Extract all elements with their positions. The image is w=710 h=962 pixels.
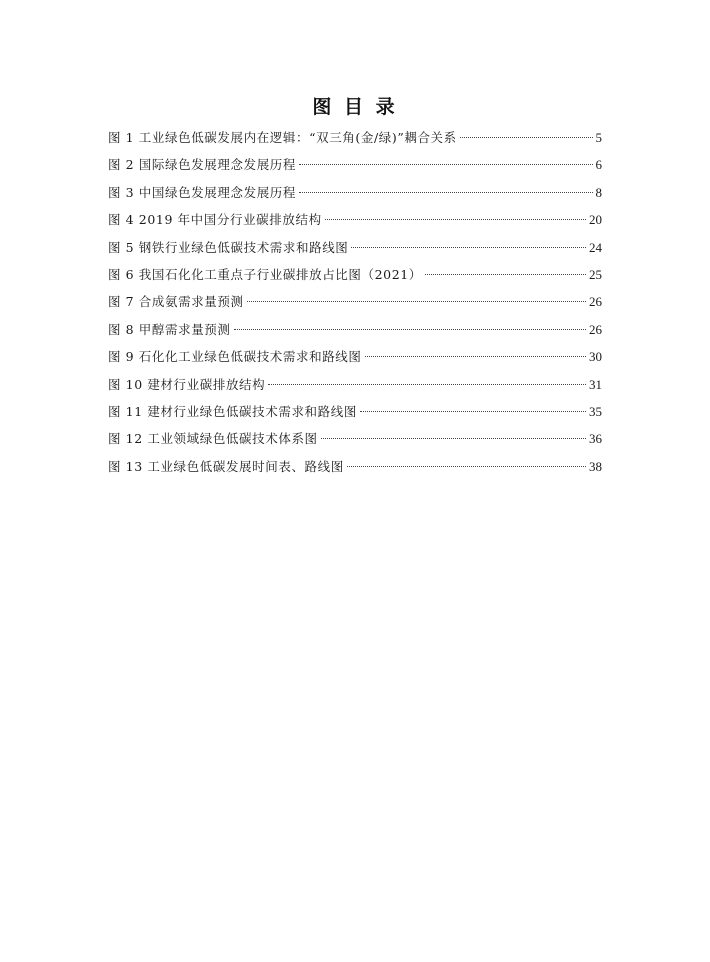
dot-leader — [360, 411, 586, 412]
entry-label: 图 6 我国石化化工重点子行业碳排放占比图（2021） — [108, 266, 422, 282]
toc-entry[interactable] — [108, 402, 602, 429]
dot-leader — [325, 219, 586, 220]
entry-page-number: 35 — [589, 403, 602, 419]
dot-leader — [347, 466, 586, 467]
entry-label: 图 8 甲醇需求量预测 — [108, 321, 231, 337]
dot-leader — [351, 247, 586, 248]
entry-label: 图 13 工业绿色低碳发展时间表、路线图 — [108, 458, 344, 474]
entry-label: 图 10 建材行业碳排放结构 — [108, 376, 266, 392]
dot-leader — [365, 356, 586, 357]
dot-leader — [299, 192, 592, 193]
entry-page-number: 25 — [589, 266, 602, 282]
toc-entry[interactable] — [108, 265, 602, 292]
toc-entry[interactable] — [108, 183, 602, 210]
dot-leader — [460, 137, 593, 138]
entry-page-number: 8 — [595, 184, 602, 200]
entry-page-number: 38 — [589, 458, 602, 474]
entry-page-number: 31 — [589, 376, 602, 392]
entry-label: 图 11 建材行业绿色低碳技术需求和路线图 — [108, 403, 357, 419]
entry-label: 图 5 钢铁行业绿色低碳技术需求和路线图 — [108, 239, 349, 255]
dot-leader — [247, 301, 586, 302]
entry-page-number: 26 — [589, 294, 602, 310]
toc-entry[interactable] — [108, 238, 602, 265]
toc-entry[interactable] — [108, 429, 602, 456]
entry-label: 图 4 2019 年中国分行业碳排放结构 — [108, 212, 322, 228]
entry-page-number: 26 — [589, 321, 602, 337]
entry-page-number: 6 — [595, 157, 602, 173]
toc-entry[interactable] — [108, 375, 602, 402]
entry-page-number: 5 — [595, 130, 602, 145]
entry-label: 图 2 国际绿色发展理念发展历程 — [108, 157, 297, 173]
entry-label: 图 1 工业绿色低碳发展内在逻辑：“双三角(金/绿)”耦合关系 — [108, 130, 457, 145]
entry-label: 图 7 合成氨需求量预测 — [108, 294, 244, 310]
entry-page-number: 36 — [589, 431, 602, 447]
toc-entry[interactable] — [108, 292, 602, 319]
dot-leader — [299, 164, 592, 165]
page-title: 图 目 录 — [312, 96, 398, 118]
entry-page-number: 24 — [589, 239, 602, 255]
toc-entry[interactable] — [108, 155, 602, 182]
dot-leader — [425, 274, 586, 275]
toc-entry[interactable] — [108, 347, 602, 374]
entry-label: 图 3 中国绿色发展理念发展历程 — [108, 184, 297, 200]
entry-label: 图 12 工业领域绿色低碳技术体系图 — [108, 431, 318, 447]
figure-list — [108, 128, 602, 484]
dot-leader — [321, 438, 586, 439]
toc-entry[interactable] — [108, 457, 602, 484]
entry-label: 图 9 石化化工业绿色低碳技术需求和路线图 — [108, 349, 362, 365]
dot-leader — [234, 329, 587, 330]
toc-entry[interactable] — [108, 320, 602, 347]
toc-entry[interactable] — [108, 210, 602, 237]
entry-page-number: 30 — [589, 349, 602, 365]
toc-entry[interactable] — [108, 128, 602, 155]
dot-leader — [268, 384, 586, 385]
entry-page-number: 20 — [589, 212, 602, 228]
